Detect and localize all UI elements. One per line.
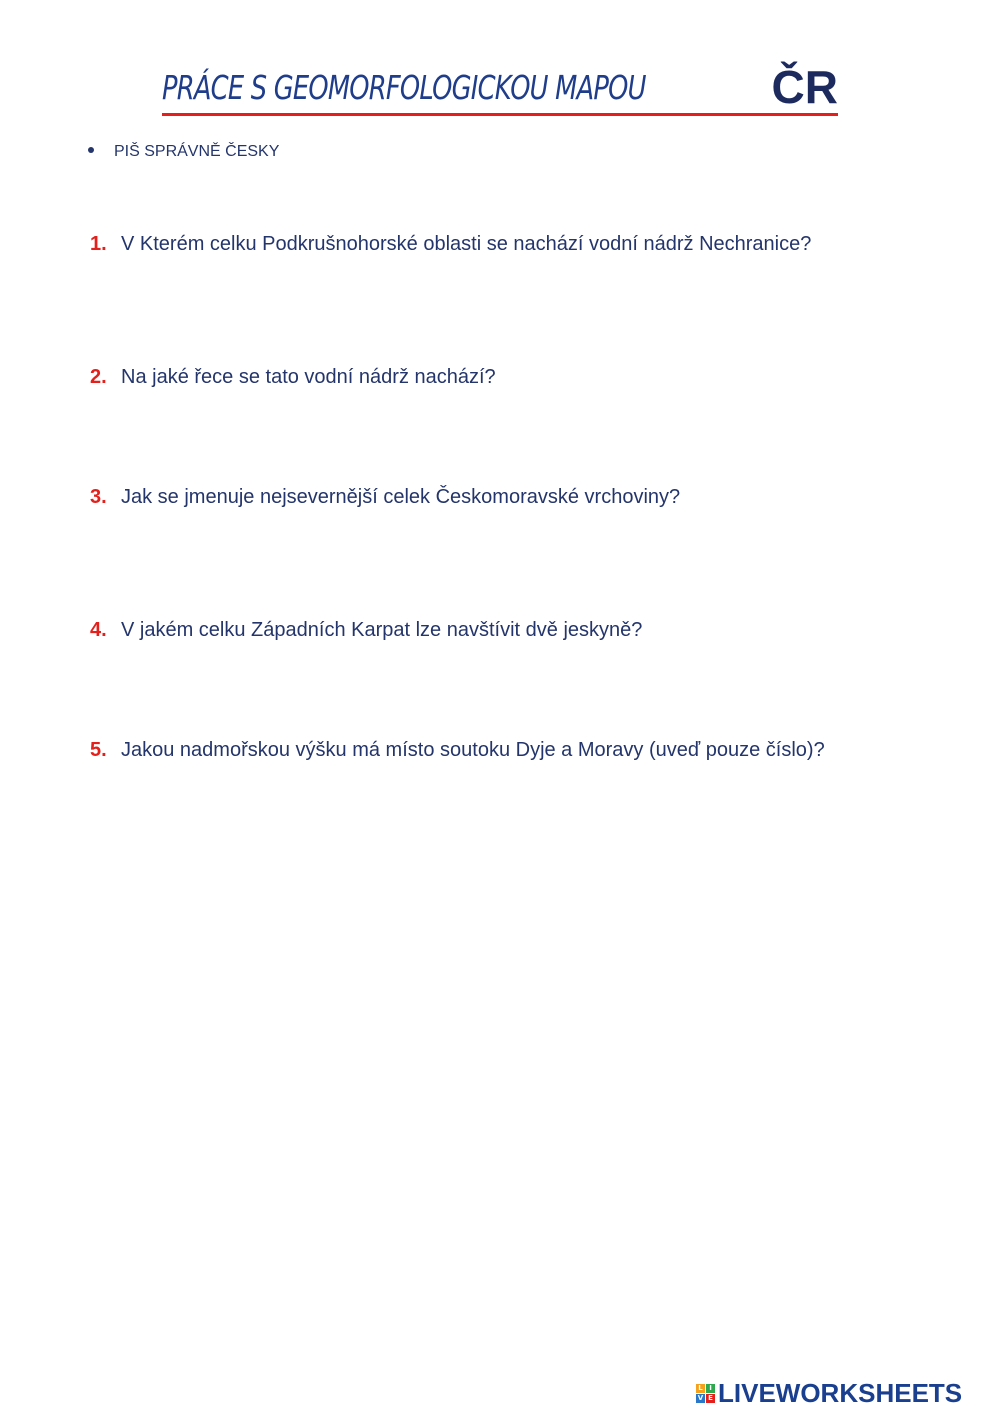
liveworksheets-logo xyxy=(696,1378,962,1408)
question-number: 5. xyxy=(90,739,107,761)
question-number: 3. xyxy=(90,486,107,508)
question-text: Jak se jmenuje nejsevernější celek Českomoravské vrchoviny? xyxy=(121,486,681,508)
question-number: 4. xyxy=(90,619,107,641)
question-4 xyxy=(90,619,642,642)
question-number: 1. xyxy=(90,233,107,255)
instruction-item xyxy=(88,143,279,161)
logo-letter: I xyxy=(706,1384,715,1393)
question-2 xyxy=(90,366,496,389)
question-3 xyxy=(90,486,680,509)
instruction-text: PIŠ SPRÁVNĚ ČESKY xyxy=(114,143,280,160)
title-suffix: ČR xyxy=(771,61,838,113)
bullet-icon xyxy=(88,147,94,153)
question-number: 2. xyxy=(90,366,107,388)
page-title xyxy=(162,58,838,116)
logo-text: LIVEWORKSHEETS xyxy=(718,1377,963,1408)
logo-letter: E xyxy=(706,1394,715,1403)
question-text: Jakou nadmořskou výšku má místo soutoku Dyje a Moravy (uveď pouze číslo)? xyxy=(121,739,825,761)
logo-cube-icon xyxy=(696,1384,715,1403)
question-text: V Kterém celku Podkrušnohorské oblasti se nachází vodní nádrž Nechranice? xyxy=(121,233,812,255)
logo-letter: V xyxy=(697,1393,704,1402)
title-text: PRÁCE S GEOMORFOLOGICKOU MAPOU xyxy=(162,68,646,107)
logo-letter: L xyxy=(696,1384,705,1393)
question-text: V jakém celku Západních Karpat lze navštívit dvě jeskyně? xyxy=(121,619,643,641)
question-1 xyxy=(90,233,811,256)
question-5 xyxy=(90,739,825,762)
question-text: Na jaké řece se tato vodní nádrž nachází? xyxy=(121,366,496,388)
